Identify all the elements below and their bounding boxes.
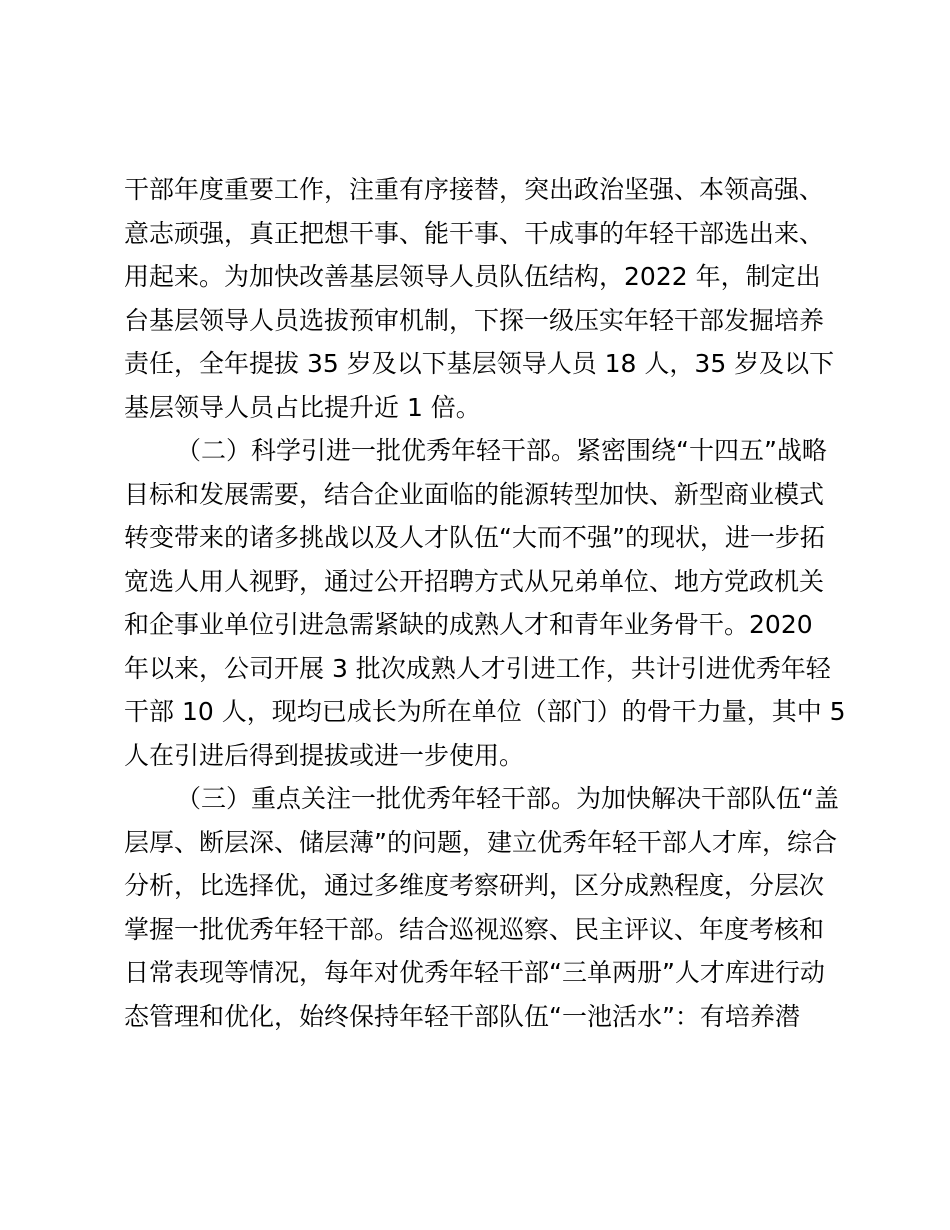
text-line: 目标和发展需要，结合企业面临的能源转型加快、新型商业模式 [124, 479, 825, 509]
text-line: 和企事业单位引进急需紧缺的成熟人才和青年业务骨干。2020 [124, 610, 813, 639]
text-line: 台基层领导人员选拔预审机制，下探一级压实年轻干部发掘培养 [124, 305, 825, 335]
text-line: 态管理和优化，始终保持年轻干部队伍“一池活水”：有培养潜 [124, 1001, 800, 1031]
text-line: 干部 10 人，现均已成长为所在单位（部门）的骨干力量，其中 5 [124, 697, 846, 726]
text-line: （二）科学引进一批优秀年轻干部。紧密围绕“十四五”战略 [176, 436, 827, 465]
text-line: 日常表现等情况，每年对优秀年轻干部“三单两册”人才库进行动 [124, 958, 825, 987]
text-line: 责任，全年提拔 35 岁及以下基层领导人员 18 人，35 岁及以下 [124, 349, 835, 378]
text-line: 年以来，公司开展 3 批次成熟人才引进工作，共计引进优秀年轻 [124, 653, 831, 683]
text-line: （三）重点关注一批优秀年轻干部。为加快解决干部队伍“盖 [176, 784, 839, 813]
text-line: 人在引进后得到提拔或进一步使用。 [124, 740, 525, 770]
text-line: 宽选人用人视野，通过公开招聘方式从兄弟单位、地方党政机关 [124, 566, 825, 596]
text-line: 分析，比选择优，通过多维度考察研判，区分成熟程度，分层次 [124, 871, 825, 900]
document-page [124, 168, 846, 1038]
text-line: 基层领导人员占比提升近 1 倍。 [124, 392, 481, 422]
text-line: 用起来。为加快改善基层领导人员队伍结构，2022 年，制定出 [124, 262, 821, 291]
text-line: 转变带来的诸多挑战以及人才队伍“大而不强”的现状，进一步拓 [124, 523, 825, 552]
paragraph-2 [124, 429, 846, 777]
text-line: 掌握一批优秀年轻干部。结合巡视巡察、民主评议、年度考核和 [124, 914, 825, 944]
paragraph-1 [124, 168, 834, 429]
paragraph-3 [124, 777, 839, 1038]
text-line: 干部年度重要工作，注重有序接替，突出政治坚强、本领高强、 [124, 175, 825, 204]
text-line: 层厚、断层深、储层薄”的问题，建立优秀年轻干部人才库，综合 [124, 827, 837, 857]
text-line: 意志顽强，真正把想干事、能干事、干成事的年轻干部选出来、 [124, 218, 825, 248]
